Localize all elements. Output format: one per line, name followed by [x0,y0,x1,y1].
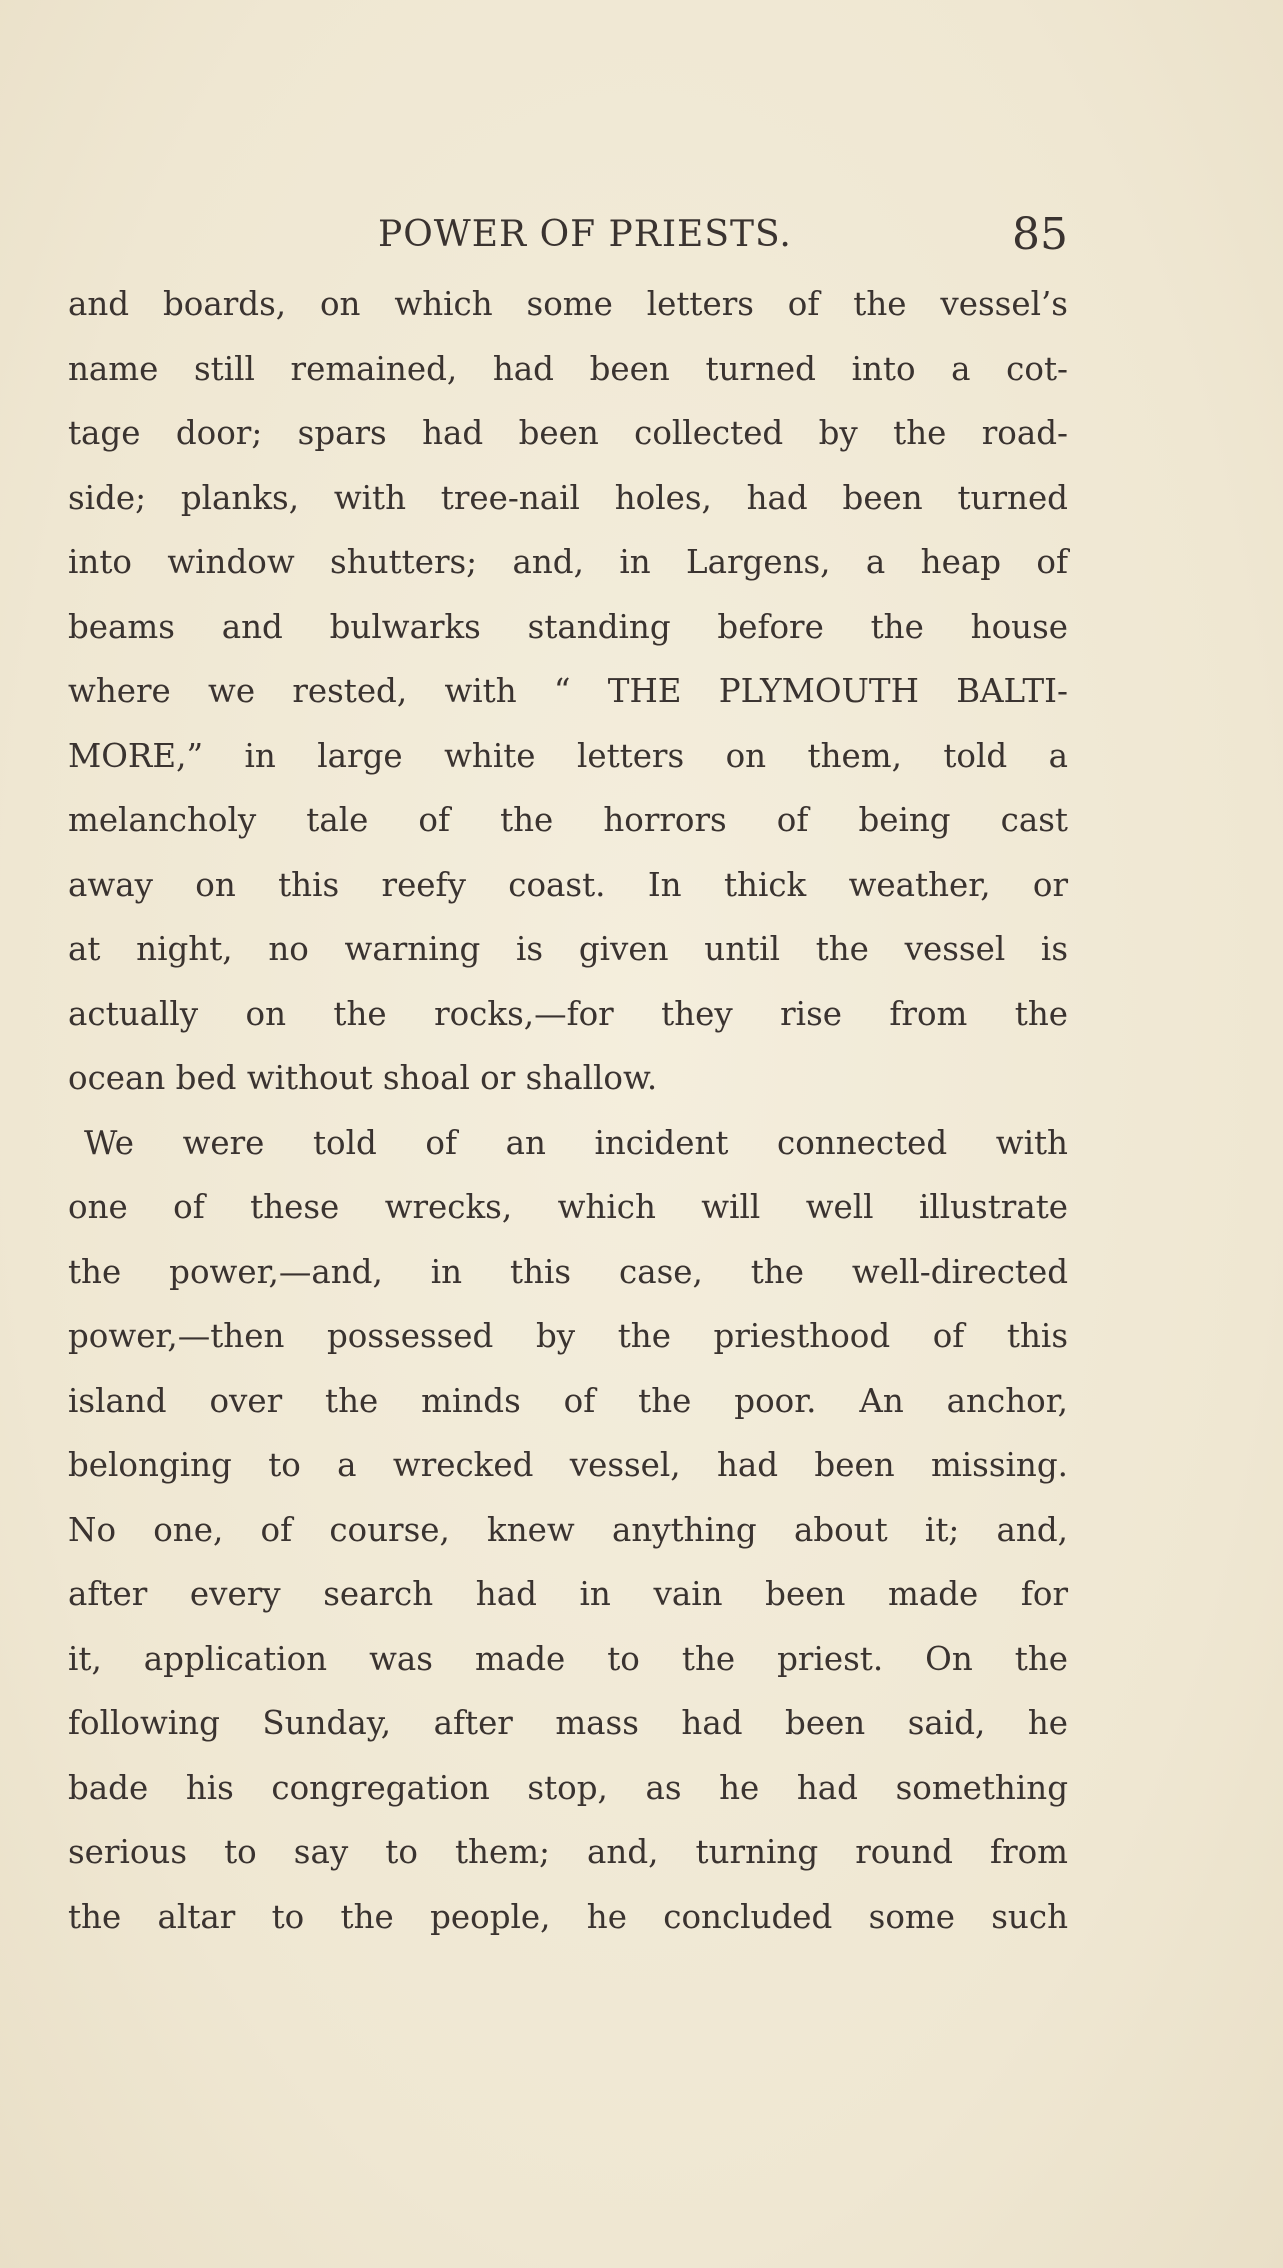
text-line: at night, no warning is given until the vessel is [68,930,1068,968]
text-line: serious to say to them; and, turning round from [68,1833,1068,1871]
paragraph-start-line: We were told of an incident connected with [84,1123,1068,1162]
running-title: POWER OF PRIESTS. [378,214,792,255]
text-line: it, application was made to the priest. On the [68,1639,1068,1678]
text-line: power,—then possessed by the priesthood of this [68,1317,1068,1355]
text-line: melancholy tale of the horrors of being cast [68,801,1068,839]
text-line: the altar to the people, he concluded some such [68,1897,1068,1936]
text-line: after every search had in vain been made for [68,1575,1068,1613]
text-line: the power,—and, in this case, the well-directed [68,1252,1068,1291]
text-line: one of these wrecks, which will well illustrate [68,1188,1068,1226]
text-line: side; planks, with tree-nail holes, had been turned [68,478,1068,517]
text-line: into window shutters; and, in Largens, a heap of [68,543,1068,581]
text-line: away on this reefy coast. In thick weather, or [68,865,1068,904]
body-text [68,272,1068,1949]
text-line: following Sunday, after mass had been said, he [68,1704,1068,1742]
text-line: bade his congregation stop, as he had something [68,1768,1068,1807]
text-line: tage door; spars had been collected by the road- [68,414,1068,452]
text-line: name still remained, had been turned into a cot- [68,349,1068,388]
text-line: beams and bulwarks standing before the house [68,607,1068,646]
paragraph-end-line: ocean bed without shoal or shallow. [68,1059,658,1097]
running-head [68,205,1068,265]
text-line: island over the minds of the poor. An anchor, [68,1381,1068,1420]
text-line: actually on the rocks,—for they rise from the [68,994,1068,1033]
text-line: and boards, on which some letters of the vessel’s [68,285,1068,323]
page-number: 85 [1012,209,1068,260]
text-line: MORE,” in large white letters on them, told a [68,736,1068,775]
text-line: No one, of course, knew anything about it; and, [68,1510,1068,1549]
text-line: where we rested, with “ THE PLYMOUTH BALTI- [68,672,1068,710]
text-line: belonging to a wrecked vessel, had been missing. [68,1446,1068,1484]
